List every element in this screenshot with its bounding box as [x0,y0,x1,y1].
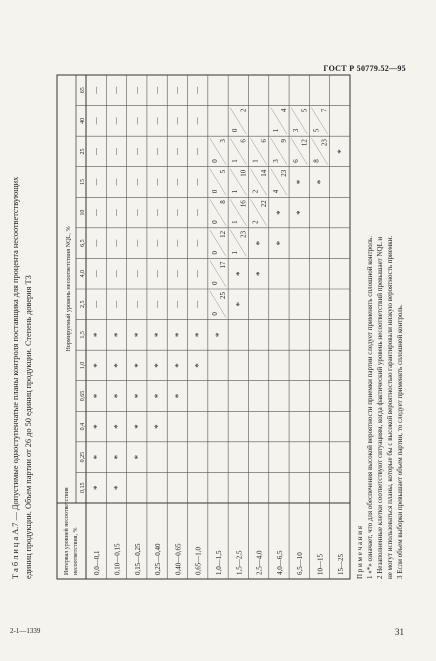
full-control-asterisk: * [153,363,164,368]
full-control-asterisk: * [112,363,123,368]
nql-column-label: 10 [80,209,86,216]
nql-column-label: 1,0 [80,361,86,370]
acceptance-number: 1 [231,159,240,163]
continuation-dash: — [193,209,202,217]
interval-header: Интервал уровней несоответствия [64,487,70,575]
nql-column-label: 4,0 [80,269,86,278]
full-control-asterisk: * [193,363,204,368]
nql-column-label: 65 [80,87,86,94]
full-control-asterisk: * [112,332,123,338]
sample-size: 6 [259,139,268,143]
footnote-line: П р и м е ч а н и я [356,526,364,579]
sample-size: 16 [239,200,248,208]
nql-column-label: 0,65 [80,390,86,402]
continuation-dash: — [112,209,121,217]
continuation-dash: — [153,147,162,155]
continuation-dash: — [193,147,202,155]
sample-size: 12 [300,139,309,147]
continuation-dash: — [112,178,121,186]
nql-header: Нормируемый уровень несоответствия NQL, % [65,226,72,352]
row-interval-label: 0,65—1,0 [194,547,203,575]
full-control-asterisk: * [153,424,164,429]
acceptance-number: 8 [312,159,321,163]
sample-size: 14 [259,169,268,177]
acceptance-number: 2 [251,189,260,194]
full-control-asterisk: * [153,393,164,399]
full-control-asterisk: * [153,332,164,338]
row-interval-label: 15—25 [336,554,345,575]
nql-column-label: 1,5 [80,331,86,339]
continuation-dash: — [92,270,101,278]
full-control-asterisk: * [92,393,103,399]
continuation-dash: — [132,239,141,247]
continuation-dash: — [173,239,182,247]
full-control-asterisk: * [295,179,306,185]
full-control-asterisk: * [173,363,184,368]
continuation-dash: — [92,147,101,155]
continuation-dash: — [173,270,182,278]
sample-size: 8 [219,200,228,204]
continuation-dash: — [132,86,141,94]
row-interval-label: 0,40—0,65 [174,543,183,575]
acceptance-number: 0 [210,312,219,316]
nql-column-label: 0,25 [80,451,86,463]
full-control-asterisk: * [335,149,346,154]
sample-size: 2 [239,108,248,113]
sample-size: 7 [320,108,329,113]
continuation-dash: — [153,209,162,217]
full-control-asterisk: * [274,240,285,246]
full-control-asterisk: * [254,240,265,246]
nql-column-label: 2,5 [80,300,86,309]
acceptance-number: 1 [231,189,240,194]
continuation-dash: — [193,300,202,308]
acceptance-number: 3 [292,128,301,133]
continuation-dash: — [153,86,162,94]
full-control-asterisk: * [132,393,143,399]
acceptance-number: 1 [271,128,280,133]
full-control-asterisk: * [173,332,184,338]
footnote-line: не могут использоваться планы, которые бы с высокой вероятностью гарантировали низкую вероятность приемки. [386,235,394,579]
page-number: 31 [395,627,404,637]
sample-size: 23 [239,230,248,238]
full-control-asterisk: * [112,454,123,460]
document-number: ГОСТ Р 50779.52—95 [323,64,406,73]
full-control-asterisk: * [132,332,143,338]
table-title-line: Т а б л и ц а А.7 — Допустимые одноступенчатые планы контроля поставщика для процента несоответствующих [11,176,20,579]
continuation-dash: — [193,239,202,247]
full-control-asterisk: * [112,424,123,429]
continuation-dash: — [193,178,202,186]
continuation-dash: — [132,178,141,186]
sample-size: 23 [320,139,329,147]
acceptance-number: 4 [271,189,280,194]
acceptance-number: 0 [210,250,219,255]
sample-size: 5 [300,108,309,113]
continuation-dash: — [92,300,101,308]
full-control-asterisk: * [92,424,103,429]
full-control-asterisk: * [315,179,326,185]
nql-column-label: 0,15 [80,482,86,493]
acceptance-number: 0 [231,128,240,133]
acceptance-number: 0 [210,159,219,163]
full-control-asterisk: * [92,332,103,338]
row-interval-label: 0,10—0,15 [113,543,122,575]
nql-column-label: 15 [80,179,86,185]
footnote-line: 1 «*» означает, что для обеспечения высокой вероятности приемки партии следует применять сплошной контроль. [366,236,374,579]
full-control-asterisk: * [173,393,184,399]
nql-column-label: 6,5 [80,239,86,247]
acceptance-number: 1 [251,159,260,163]
full-control-asterisk: * [234,302,245,307]
continuation-dash: — [132,209,141,217]
full-control-asterisk: * [132,363,143,368]
nql-column-label: 40 [80,117,86,124]
full-control-asterisk: * [234,271,245,276]
full-control-asterisk: * [193,332,204,338]
sample-size: 10 [239,169,248,177]
continuation-dash: — [92,209,101,217]
continuation-dash: — [173,147,182,155]
row-interval-label: 1,5—2,5 [235,550,244,575]
sample-size: 25 [219,292,228,299]
row-interval-label: 4,0—6,5 [275,550,284,575]
continuation-dash: — [173,178,182,186]
continuation-dash: — [132,147,141,155]
acceptance-number: 5 [312,128,321,133]
acceptance-number: 0 [210,189,219,194]
full-control-asterisk: * [274,210,285,215]
continuation-dash: — [92,86,101,94]
nql-column-label: 25 [80,148,86,155]
footnote-line: 3 Если объем выборки превышает объем партии, то следует применять сплошной контроль. [396,304,404,579]
sample-size: 6 [239,139,248,143]
continuation-dash: — [193,117,202,125]
continuation-dash: — [173,209,182,217]
full-control-asterisk: * [132,454,143,460]
table-title-line: единиц продукции. Объем партии от 26 до 50 единиц продукции. Степень доверия Т3 [24,275,33,579]
continuation-dash: — [132,300,141,308]
continuation-dash: — [173,300,182,308]
acceptance-number: 0 [210,220,219,224]
continuation-dash: — [92,117,101,125]
continuation-dash: — [112,117,121,125]
continuation-dash: — [132,117,141,125]
acceptance-number: 6 [292,159,301,163]
nql-column-label: 0,4 [80,422,86,431]
sample-size: 3 [219,139,228,143]
row-interval-label: 2,5—4,0 [255,550,264,575]
continuation-dash: — [153,239,162,247]
row-interval-label: 6,5—10 [296,552,305,575]
continuation-dash: — [153,300,162,308]
footnote-line: 2 Незаполненные клетки соответствуют ситуациям, когда фактический уровень несоответствий превышает NQL и [376,236,384,579]
continuation-dash: — [132,270,141,278]
sample-size: 23 [280,169,289,177]
continuation-dash: — [173,117,182,125]
acceptance-number: 1 [231,220,240,224]
continuation-dash: — [112,300,121,308]
continuation-dash: — [153,178,162,186]
row-interval-label: 0,0—0,1 [93,550,102,575]
sample-size: 22 [259,200,268,208]
full-control-asterisk: * [92,485,103,490]
continuation-dash: — [112,86,121,94]
full-control-asterisk: * [214,332,224,338]
interval-header-unit: несоответствия, % [73,527,79,575]
continuation-dash: — [153,117,162,125]
sample-size: 17 [219,261,228,269]
continuation-dash: — [193,270,202,278]
continuation-dash: — [193,86,202,94]
continuation-dash: — [92,239,101,247]
continuation-dash: — [153,270,162,278]
full-control-asterisk: * [295,210,306,215]
row-interval-label: 10—15 [316,554,325,575]
full-control-asterisk: * [112,485,123,490]
continuation-dash: — [173,86,182,94]
continuation-dash: — [112,147,121,155]
sample-size: 9 [280,139,289,143]
acceptance-number: 1 [231,250,240,255]
sample-size: 5 [219,169,228,174]
row-interval-label: 1,0—1,5 [215,550,223,575]
sample-size: 12 [219,230,228,238]
acceptance-number: 2 [251,220,260,224]
sample-size: 4 [280,108,289,113]
full-control-asterisk: * [254,271,265,276]
full-control-asterisk: * [132,424,143,429]
full-control-asterisk: * [112,393,123,399]
full-control-asterisk: * [92,363,103,368]
full-control-asterisk: * [92,454,103,460]
acceptance-number: 0 [210,281,219,285]
continuation-dash: — [112,239,121,247]
acceptance-number: 3 [271,159,280,163]
print-code: 2-1—1339 [10,627,41,635]
continuation-dash: — [112,270,121,278]
continuation-dash: — [92,178,101,186]
row-interval-label: 0,25—0,40 [154,543,163,575]
row-interval-label: 0,15—0,25 [133,543,142,575]
